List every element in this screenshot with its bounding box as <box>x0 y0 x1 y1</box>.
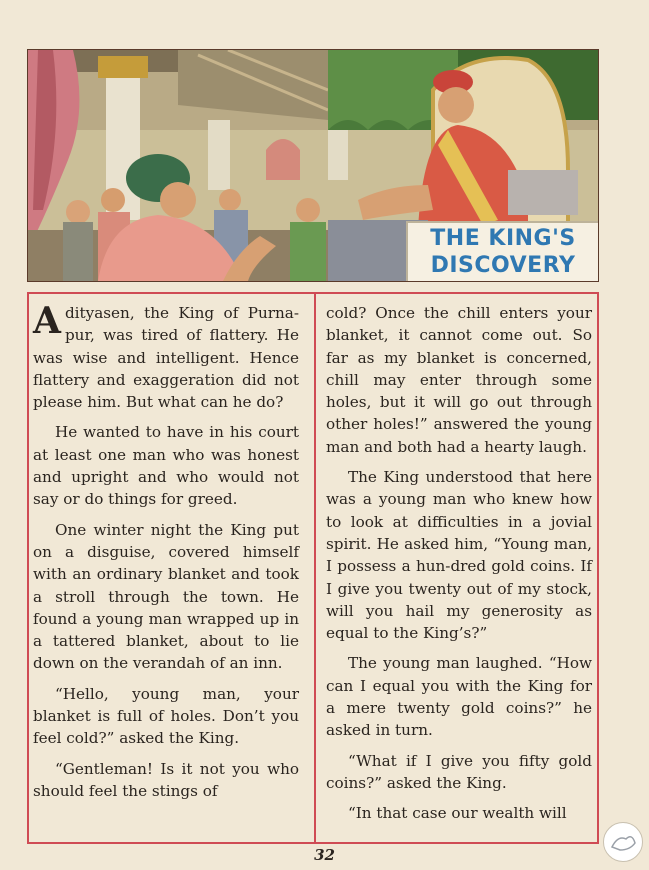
paragraph-4: “Hello, young man, your blanket is full of holes. Don’t you feel cold?” asked the King. <box>33 684 299 748</box>
story-title-line-2: DISCOVERY <box>430 253 576 278</box>
story-title-box <box>406 221 598 281</box>
page-number: 32 <box>314 846 335 864</box>
paragraph-10: “In that case our wealth will <box>348 804 567 823</box>
paragraph-7: The King understood that here was a young man who knew how to look at difficulties in a jovial spirit. He asked him, “Young man, I possess a hun-dred gold coins. If I give you twenty out of my stock, will you hail my generosity as equal to the King’s?” <box>326 468 592 643</box>
paragraph-8: The young man laughed. “How can I equal you with the King for a mere twenty gold coins?” he asked in turn. <box>326 654 592 740</box>
paragraph-2: He wanted to have in his court at least one man who was honest and upright and who would not say or do things for greed. <box>33 423 299 509</box>
story-title-line-1: THE KING'S <box>430 226 576 251</box>
paragraph-1 <box>33 302 299 413</box>
text-frame <box>27 292 599 844</box>
drop-cap: A <box>33 300 61 342</box>
paragraph-9: “What if I give you fifty gold coins?” asked the King. <box>326 751 592 792</box>
story-illustration <box>27 49 599 282</box>
paragraph-5: “Gentleman! Is it not you who should feel the stings of <box>33 759 299 800</box>
column-divider <box>314 294 316 842</box>
paragraph-3: One winter night the King put on a disguise, covered himself with an ordinary blanket and took a stroll through the town. He found a young man wrapped up in a tattered blanket, about to lie down on the verandah of an inn. <box>33 520 299 673</box>
right-column <box>326 302 592 833</box>
paragraph-1-text: dityasen, the King of Purna-pur, was tired of flattery. He was wise and intelligent. Hence flattery and exaggeration did not please him. But what can he do? <box>33 304 299 412</box>
left-column <box>33 302 299 810</box>
publisher-logo-icon <box>603 822 643 862</box>
paragraph-6: cold? Once the chill enters your blanket, it cannot come out. So far as my blanket is concerned, chill may enter through some holes, but it will go out through other holes!” answered the young man and both had a hearty laugh. <box>326 304 592 456</box>
